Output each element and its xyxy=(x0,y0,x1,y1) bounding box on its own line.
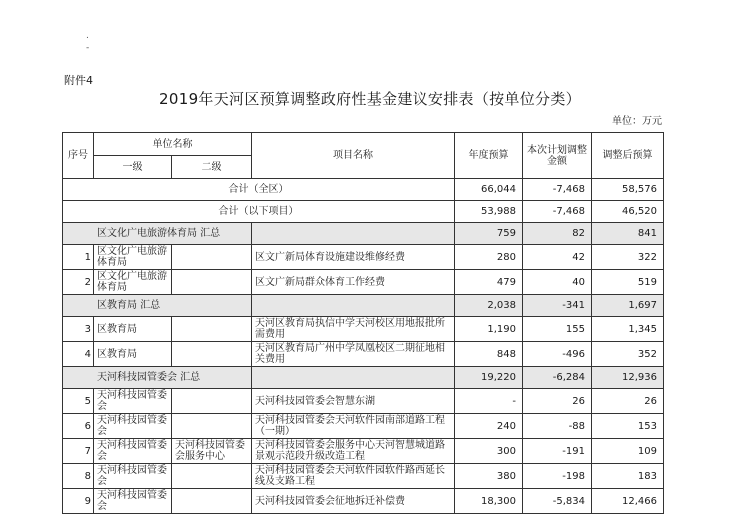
row-level1-unit: 区教育局 xyxy=(94,342,172,367)
total-below-label: 合计（以下项目） xyxy=(63,201,455,223)
row-adjust-amount: 40 xyxy=(523,270,592,295)
row-adjust-amount: 26 xyxy=(523,389,592,414)
row-after-adjust: 153 xyxy=(592,414,664,439)
row-level1-unit: 天河科技园管委会 xyxy=(94,489,172,514)
row-after-adjust: 12,466 xyxy=(592,489,664,514)
summary-after: 1,697 xyxy=(592,295,664,317)
row-annual-budget: 848 xyxy=(455,342,523,367)
row-annual-budget: - xyxy=(455,389,523,414)
attachment-label: 附件4 xyxy=(64,74,93,87)
row-project-name: 天河科技园管委会智慧东湖 xyxy=(252,389,455,414)
row-project-name: 天河科技园管委会天河软件园南部道路工程（一期） xyxy=(252,414,455,439)
table-row xyxy=(63,389,664,414)
row-number: 4 xyxy=(63,342,94,367)
row-annual-budget: 479 xyxy=(455,270,523,295)
row-adjust-amount: -198 xyxy=(523,464,592,489)
row-after-adjust: 109 xyxy=(592,439,664,464)
table-row xyxy=(63,317,664,342)
row-after-adjust: 1,345 xyxy=(592,317,664,342)
table-row xyxy=(63,342,664,367)
row-after-adjust: 322 xyxy=(592,245,664,270)
row-annual-budget: 280 xyxy=(455,245,523,270)
row-level2-unit xyxy=(172,245,252,270)
row-annual-budget: 380 xyxy=(455,464,523,489)
total-below-after: 46,520 xyxy=(592,201,664,223)
scan-marks xyxy=(86,30,89,54)
summary-project-empty xyxy=(252,367,455,389)
header-project: 项目名称 xyxy=(252,133,455,179)
row-adjust-amount: -191 xyxy=(523,439,592,464)
summary-label: 区教育局 汇总 xyxy=(63,295,252,317)
row-number: 5 xyxy=(63,389,94,414)
row-level1-unit: 天河科技园管委会 xyxy=(94,389,172,414)
budget-table xyxy=(62,132,664,514)
row-level2-unit: 天河科技园管委会服务中心 xyxy=(172,439,252,464)
summary-row xyxy=(63,295,664,317)
summary-after: 12,936 xyxy=(592,367,664,389)
row-annual-budget: 300 xyxy=(455,439,523,464)
header-level2: 二级 xyxy=(172,156,252,179)
row-number: 8 xyxy=(63,464,94,489)
table-row xyxy=(63,245,664,270)
table-row xyxy=(63,439,664,464)
total-all-budget: 66,044 xyxy=(455,179,523,201)
row-project-name: 天河科技园管委会征地拆迁补偿费 xyxy=(252,489,455,514)
total-all-adjust: -7,468 xyxy=(523,179,592,201)
row-project-name: 天河区教育局广州中学凤凰校区二期征地相关费用 xyxy=(252,342,455,367)
header-unit-name: 单位名称 xyxy=(94,133,252,156)
table-row xyxy=(63,464,664,489)
scan-mark: - xyxy=(86,43,90,53)
row-after-adjust: 26 xyxy=(592,389,664,414)
summary-row xyxy=(63,223,664,245)
scan-mark: . xyxy=(86,31,89,41)
row-level1-unit: 区文化广电旅游体育局 xyxy=(94,245,172,270)
row-number: 3 xyxy=(63,317,94,342)
row-project-name: 区文广新局群众体育工作经费 xyxy=(252,270,455,295)
summary-project-empty xyxy=(252,295,455,317)
row-adjust-amount: -88 xyxy=(523,414,592,439)
row-annual-budget: 1,190 xyxy=(455,317,523,342)
header-after-adjust: 调整后预算 xyxy=(592,133,664,179)
header-annual-budget: 年度预算 xyxy=(455,133,523,179)
total-below-budget: 53,988 xyxy=(455,201,523,223)
summary-budget: 2,038 xyxy=(455,295,523,317)
summary-budget: 759 xyxy=(455,223,523,245)
row-level2-unit xyxy=(172,270,252,295)
row-annual-budget: 240 xyxy=(455,414,523,439)
row-level2-unit xyxy=(172,464,252,489)
summary-budget: 19,220 xyxy=(455,367,523,389)
summary-adjust: -341 xyxy=(523,295,592,317)
row-project-name: 天河科技园管委会天河软件园软件路西延长线及支路工程 xyxy=(252,464,455,489)
table-row xyxy=(63,270,664,295)
row-level2-unit xyxy=(172,317,252,342)
row-level1-unit: 天河科技园管委会 xyxy=(94,439,172,464)
row-number: 7 xyxy=(63,439,94,464)
row-level2-unit xyxy=(172,342,252,367)
row-project-name: 区文广新局体育设施建设维修经费 xyxy=(252,245,455,270)
row-after-adjust: 519 xyxy=(592,270,664,295)
row-adjust-amount: 42 xyxy=(523,245,592,270)
row-number: 9 xyxy=(63,489,94,514)
row-number: 2 xyxy=(63,270,94,295)
row-level2-unit xyxy=(172,414,252,439)
summary-after: 841 xyxy=(592,223,664,245)
total-all-label: 合计（全区） xyxy=(63,179,455,201)
header-no: 序号 xyxy=(63,133,94,179)
document-title: 2019年天河区预算调整政府性基金建议安排表（按单位分类） xyxy=(159,90,581,108)
row-adjust-amount: 155 xyxy=(523,317,592,342)
table-row xyxy=(63,414,664,439)
row-level2-unit xyxy=(172,389,252,414)
summary-row xyxy=(63,367,664,389)
summary-label: 天河科技园管委会 汇总 xyxy=(63,367,252,389)
row-level1-unit: 区文化广电旅游体育局 xyxy=(94,270,172,295)
header-adjust-amount: 本次计划调整金额 xyxy=(523,133,592,179)
row-project-name: 天河科技园管委会服务中心天河智慧城道路景观示范段升级改造工程 xyxy=(252,439,455,464)
row-level1-unit: 区教育局 xyxy=(94,317,172,342)
total-all-after: 58,576 xyxy=(592,179,664,201)
header-level1: 一级 xyxy=(94,156,172,179)
row-adjust-amount: -5,834 xyxy=(523,489,592,514)
row-after-adjust: 352 xyxy=(592,342,664,367)
unit-label: 单位：万元 xyxy=(612,116,662,127)
row-annual-budget: 18,300 xyxy=(455,489,523,514)
summary-adjust: 82 xyxy=(523,223,592,245)
row-level1-unit: 天河科技园管委会 xyxy=(94,464,172,489)
summary-adjust: -6,284 xyxy=(523,367,592,389)
row-number: 6 xyxy=(63,414,94,439)
row-level1-unit: 天河科技园管委会 xyxy=(94,414,172,439)
summary-label: 区文化广电旅游体育局 汇总 xyxy=(63,223,252,245)
total-below-adjust: -7,468 xyxy=(523,201,592,223)
row-number: 1 xyxy=(63,245,94,270)
row-project-name: 天河区教育局执信中学天河校区用地报批所需费用 xyxy=(252,317,455,342)
row-after-adjust: 183 xyxy=(592,464,664,489)
summary-project-empty xyxy=(252,223,455,245)
row-adjust-amount: -496 xyxy=(523,342,592,367)
